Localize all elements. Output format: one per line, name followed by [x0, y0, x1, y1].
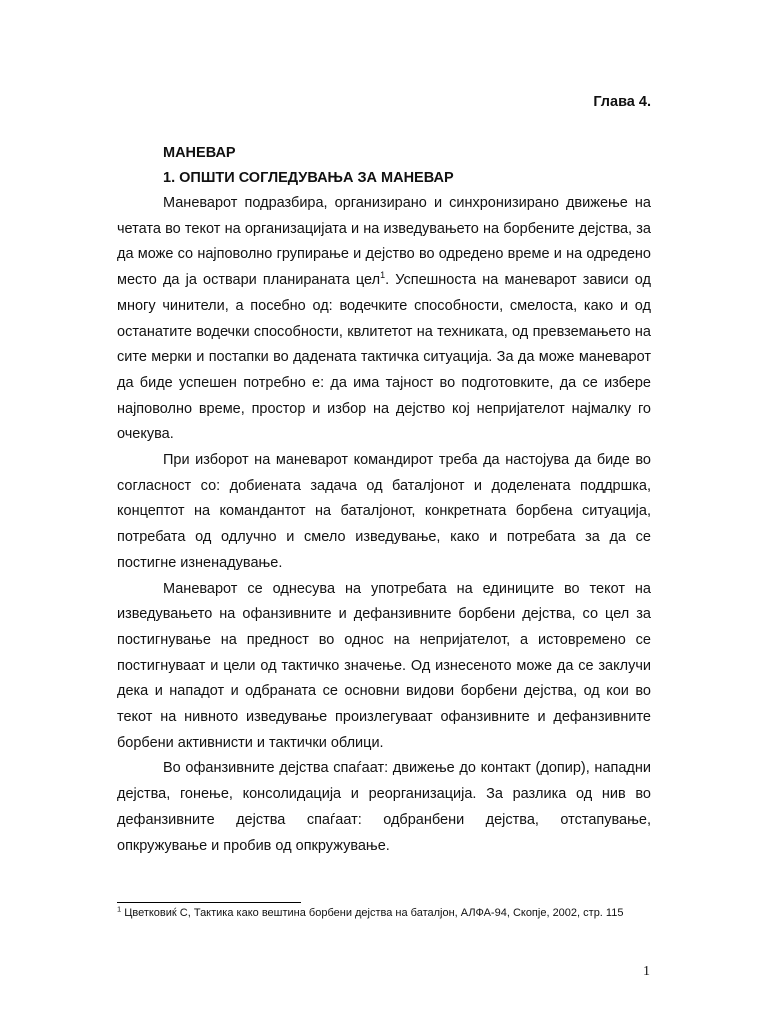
- footnote-reference: 1: [380, 270, 386, 281]
- footnote-marker: 1: [117, 904, 122, 914]
- paragraph-3: Маневарот се однесува на употребата на единиците во текот на изведувањето на офанзивните и дефанзивните борбени дејства, со цел за постигнување на предност во однос на непријателот, а истовремено се постигнуваат и цели од тактичко значење. Од изнесеното може да се заклучи дека и нападот и одбраната се основни видови борбени дејства, од кои во текот на нивното изведување произлегуваат офанзивните и дефанзивните борбени активнисти и тактички облици.: [117, 580, 651, 751]
- footnote-text: Цветковиќ С, Тактика како вештина борбени дејства на баталјон, АЛФА-94, Скопје, 2002, стр. 115: [121, 907, 624, 919]
- subsection-title: 1. ОПШТИ СОГЛЕДУВАЊА ЗА МАНЕВАР: [163, 170, 454, 186]
- paragraph-1-text-end: . Успешноста на маневарот зависи од многу чинители, а посебно од: водечките способности, смелоста, како и од останатите водечки способности, квлитетот на техниката, од превземањето на сите мерки и постапки во дадената тактичка ситуација. За да може маневарот да биде успешен потребно е: да има тајност во подготовките, да се избере најповолно време, простор и избор на дејство кој непријателот најмалку го очекува.: [117, 272, 651, 443]
- chapter-label: Глава 4.: [593, 94, 651, 110]
- footnote: [117, 906, 647, 921]
- body-text: [117, 191, 651, 859]
- footnote-separator: [117, 902, 301, 903]
- page-number: 1: [643, 964, 650, 979]
- paragraph-1-text-start: Маневарот подразбира, организирано и синхронизирано движење на четата во текот на организацијата и на изведувањето на борбените дејства, за да може со најповолно групирање и дејство во одредено време и на одредено место да ја оствари планираната цел: [117, 195, 651, 289]
- paragraph-2: При изборот на маневарот командирот треба да настојува да биде во согласност со: добиената задача од баталјонот и доделената поддршка, концептот на командантот на баталјонот, конкретната борбена ситуација, потребата од одлучно и смело изведување, како и потребата за да се постигне изненадување.: [117, 452, 651, 571]
- section-title: МАНЕВАР: [163, 145, 236, 161]
- paragraph-1: [117, 191, 651, 448]
- paragraph-4: Во офанзивните дејства спаѓаат: движење до контакт (допир), нападни дејства, гонење, консолидација и реорганизација. За разлика од нив во дефанзивните дејства спаѓаат: одбранбени дејства, отстапување, опкружување и пробив од опкружување.: [117, 760, 651, 854]
